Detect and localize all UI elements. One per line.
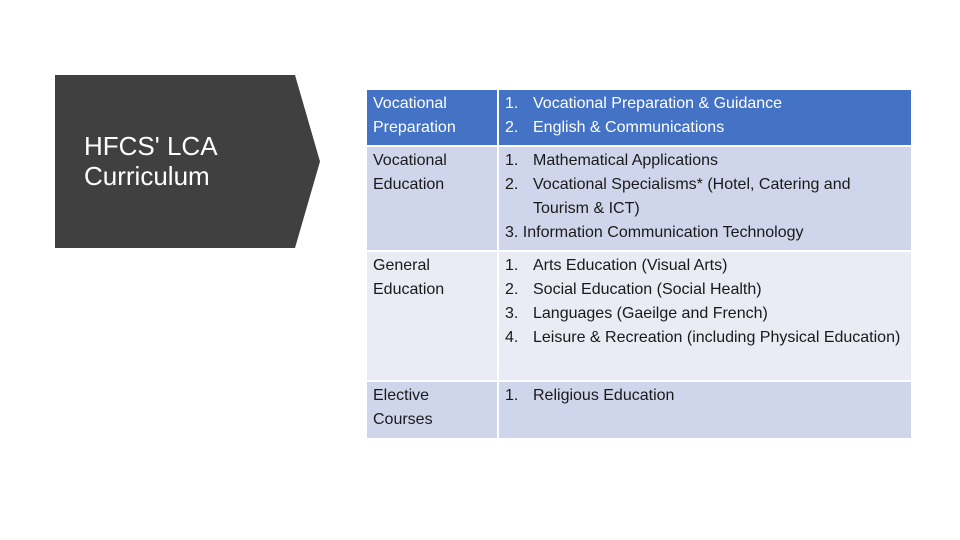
slide-title	[84, 131, 284, 191]
item-text: Vocational Specialisms* (Hotel, Catering and Tourism & ICT)	[533, 176, 851, 217]
list-item-unindented: 3. Information Communication Technology	[505, 224, 804, 241]
item-text: Languages (Gaeilge and French)	[533, 305, 768, 322]
item-number: 1.	[505, 95, 519, 112]
item-number: 1.	[505, 387, 519, 404]
list-item	[505, 116, 905, 140]
row-label: General Education	[367, 251, 498, 381]
item-number: 1.	[505, 257, 519, 274]
table-row	[367, 90, 911, 146]
row-items	[498, 381, 911, 439]
table-row	[367, 381, 911, 439]
table-row	[367, 251, 911, 381]
list-item	[505, 149, 905, 173]
item-number: 2.	[505, 176, 519, 193]
item-number: 2.	[505, 119, 519, 136]
list-item	[505, 254, 905, 278]
title-block	[55, 75, 320, 248]
list-item	[505, 384, 905, 408]
item-text: Arts Education (Visual Arts)	[533, 257, 728, 274]
row-items	[498, 90, 911, 146]
row-items	[498, 251, 911, 381]
list-item	[505, 302, 905, 326]
item-number: 3.	[505, 305, 519, 322]
row-label: Elective Courses	[367, 381, 498, 439]
slide-title-line-1: HFCS' LCA	[84, 131, 218, 161]
slide-title-line-2: Curriculum	[84, 161, 210, 191]
item-number: 2.	[505, 281, 519, 298]
item-text: English & Communications	[533, 119, 725, 136]
item-number: 1.	[505, 152, 519, 169]
item-text: Leisure & Recreation (including Physical Education)	[533, 329, 901, 346]
row-items	[498, 146, 911, 251]
item-text: Religious Education	[533, 387, 675, 404]
curriculum-table	[367, 90, 911, 440]
item-text: Mathematical Applications	[533, 152, 718, 169]
item-number: 4.	[505, 329, 519, 346]
table-row	[367, 146, 911, 251]
item-text: Social Education (Social Health)	[533, 281, 762, 298]
list-item	[505, 278, 905, 302]
list-item	[505, 92, 905, 116]
item-text: Vocational Preparation & Guidance	[533, 95, 783, 112]
list-item	[505, 173, 905, 221]
row-label: Vocational Preparation	[367, 90, 498, 146]
list-item	[505, 326, 905, 350]
row-label: Vocational Education	[367, 146, 498, 251]
